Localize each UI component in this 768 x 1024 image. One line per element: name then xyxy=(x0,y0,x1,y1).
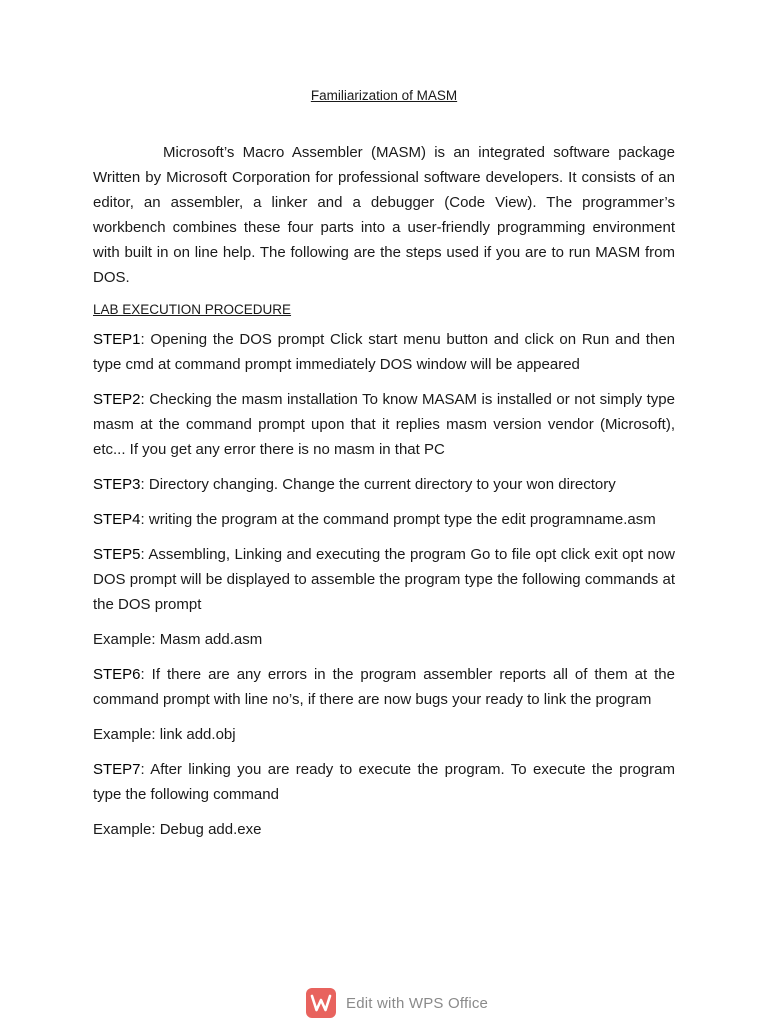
intro-paragraph: Microsoft’s Macro Assembler (MASM) is an integrated software package Written by Microsoft Corporation for professional software developers. It consists of an editor, an assembler, a linker and a debugger (Code View). The programmer’s workbench combines these four parts into a user-friendly programming environment with built in on line help. The following are the steps used if you are to run MASM from DOS. xyxy=(93,144,675,286)
step-text: writing the program at the command prompt type the edit programname.asm xyxy=(144,511,656,528)
step-separator: : xyxy=(140,476,145,493)
step-text: After linking you are ready to execute the program. To execute the program type the following command xyxy=(93,761,675,803)
section-heading: LAB EXECUTION PROCEDURE xyxy=(93,302,292,317)
step-separator: : xyxy=(140,761,145,778)
step-text: Assembling, Linking and executing the program Go to file opt click exit opt now DOS prompt will be displayed to assemble the program type the following commands at the DOS prompt xyxy=(93,546,675,613)
step-4 xyxy=(93,507,675,532)
step-label: STEP3 xyxy=(93,476,141,493)
step-separator: : xyxy=(140,511,145,528)
example-line: Example: Debug add.exe xyxy=(93,821,262,838)
step-5 xyxy=(93,542,675,617)
step-separator: : xyxy=(140,666,145,683)
step-text: Opening the DOS prompt Click start menu button and click on Run and then type cmd at command prompt immediately DOS window will be appeared xyxy=(93,331,675,373)
wps-edit-button[interactable] xyxy=(306,987,488,1019)
step-label: STEP5 xyxy=(93,546,141,563)
step-label: STEP1 xyxy=(93,331,141,348)
example-line: Example: link add.obj xyxy=(93,726,236,743)
step-label: STEP7 xyxy=(93,761,141,778)
document-page xyxy=(93,86,675,852)
step-separator: : xyxy=(140,546,145,563)
example-line: Example: Masm add.asm xyxy=(93,631,263,648)
step-3 xyxy=(93,472,675,497)
step-separator: : xyxy=(140,331,145,348)
step-6 xyxy=(93,662,675,712)
step-1 xyxy=(93,327,675,377)
step-2 xyxy=(93,387,675,462)
step-label: STEP6 xyxy=(93,666,141,683)
wps-edit-label: Edit with WPS Office xyxy=(346,994,489,1012)
step-text: Directory changing. Change the current directory to your won directory xyxy=(144,476,616,493)
step-text: Checking the masm installation To know MASAM is installed or not simply type masm at the command prompt upon that it replies masm version vendor (Microsoft), etc... If you get any error there is no masm in that PC xyxy=(93,391,675,458)
step-label: STEP4 xyxy=(93,511,141,528)
step-label: STEP2: xyxy=(93,391,145,408)
step-7 xyxy=(93,757,675,807)
step-text: If there are any errors in the program assembler reports all of them at the command prompt with line no’s, if there are now bugs your ready to link the program xyxy=(93,666,675,708)
document-title: Familiarization of MASM xyxy=(310,88,458,103)
wps-logo-icon xyxy=(306,988,336,1018)
